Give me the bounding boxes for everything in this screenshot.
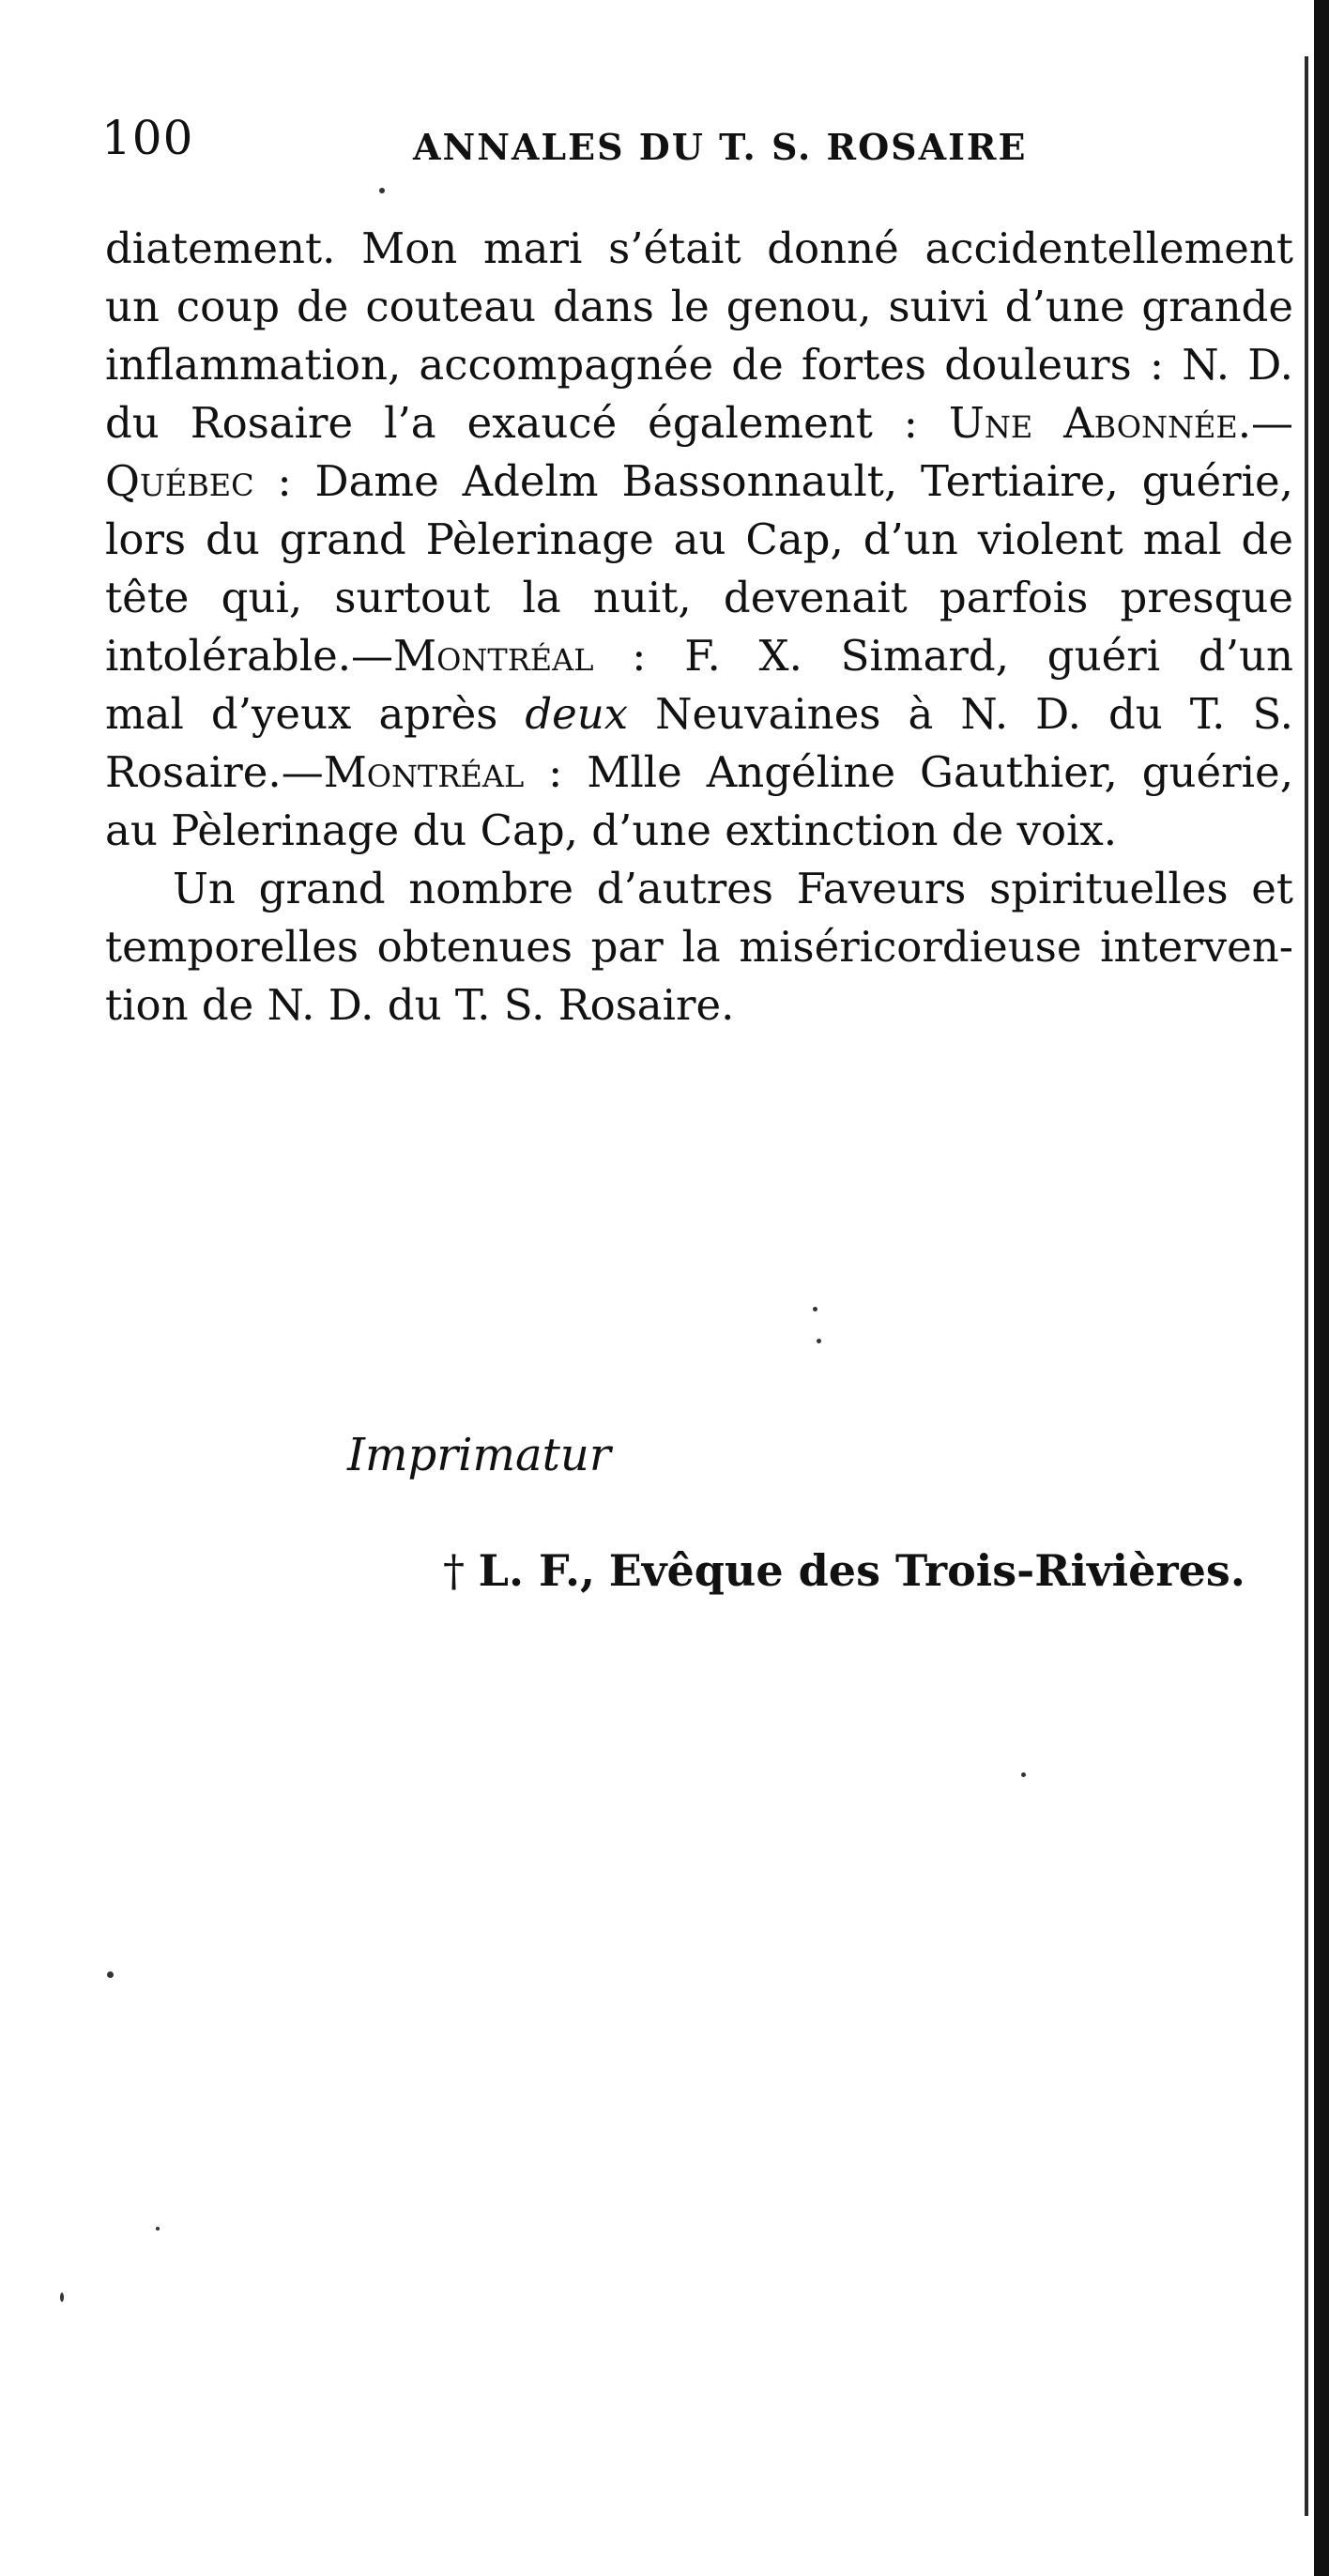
small-caps-name: Une Abonnée.— (948, 398, 1294, 448)
text-line-content: : F. X. Simard, guéri d’un (593, 631, 1293, 681)
text-line (105, 278, 1293, 336)
running-head: ANNALES DU T. S. ROSAIRE (413, 126, 1028, 168)
text-line (105, 569, 1293, 627)
text-line-content: Rosaire.— (105, 747, 324, 797)
text-line-content: diatement. Mon mari s’était donné accidentellement (105, 223, 1293, 273)
signature-initials: L. F., (478, 1545, 596, 1596)
text-line-content: : Dame Adelm Bassonnault, Tertiaire, guérie, (253, 456, 1293, 506)
text-line (105, 627, 1293, 685)
text-line-content: du Rosaire l’a exaucé également : (105, 398, 949, 448)
text-line-content: intolérable.— (105, 631, 394, 681)
scan-speck (817, 1339, 821, 1343)
text-line (105, 918, 1293, 976)
text-line-content: inflammation, accompagnée de fortes douleurs : N. D. (105, 340, 1293, 390)
imprimatur: Imprimatur (347, 1429, 611, 1481)
text-line (105, 802, 1293, 860)
text-line (105, 394, 1293, 452)
text-line-content: lors du grand Pèlerinage au Cap, d’un violent mal de (105, 514, 1293, 564)
text-line-content: tête qui, surtout la nuit, devenait parfois presque (105, 573, 1293, 622)
text-line-content: temporelles obtenues par la miséricordieuse interven- (105, 922, 1293, 972)
text-line (105, 976, 1293, 1035)
body-text (105, 220, 1293, 1035)
text-line-content: : Mlle Angéline Gauthier, guérie, (524, 747, 1293, 797)
scan-speck (60, 2292, 64, 2302)
text-line-content: un coup de couteau dans le genou, suivi d’une grande (105, 282, 1293, 331)
text-line (105, 220, 1293, 278)
text-line-content: tion de N. D. du T. S. Rosaire. (105, 980, 735, 1030)
text-line (105, 744, 1293, 802)
text-line-content: mal d’yeux après (105, 689, 526, 739)
scan-speck (156, 2227, 160, 2231)
text-line-content: au Pèlerinage du Cap, d’une extinction de voix. (105, 805, 1118, 855)
scan-speck (379, 188, 385, 193)
small-caps-name: Montréal (323, 747, 525, 797)
signature-title: Evêque des Trois-Rivières. (608, 1545, 1245, 1596)
scan-speck (813, 1307, 817, 1311)
signature (443, 1545, 1245, 1596)
page-edge-line (1305, 56, 1308, 2516)
page-number: 100 (101, 111, 194, 165)
scan-speck (107, 1971, 114, 1978)
italic-word: deux (525, 689, 629, 739)
page-edge-shadow (1314, 0, 1329, 2576)
text-line-content: Neuvaines à N. D. du T. S. (628, 689, 1293, 739)
signature-cross: † (443, 1545, 465, 1596)
text-line-content: Un grand nombre d’autres Faveurs spirituelles et (173, 864, 1293, 913)
text-line (105, 511, 1293, 569)
small-caps-name: Québec (105, 456, 254, 506)
text-line (105, 685, 1293, 744)
small-caps-name: Montréal (393, 631, 594, 681)
text-line (105, 860, 1293, 918)
text-line (105, 336, 1293, 394)
text-line (105, 452, 1293, 511)
scan-speck (1021, 1772, 1026, 1777)
